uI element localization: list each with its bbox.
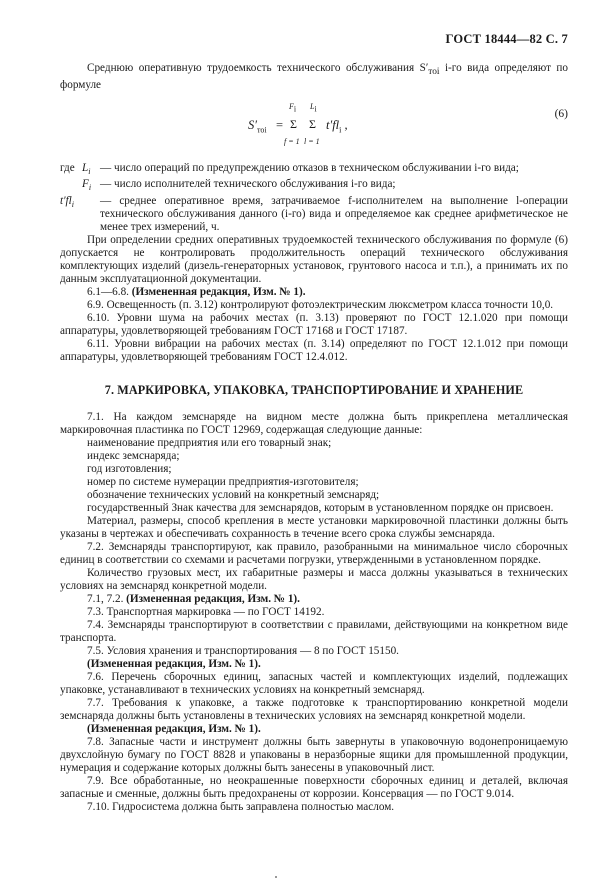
list-item: номер по системе нумерации предприятия-изготовителя; — [87, 475, 359, 488]
intro-text: Среднюю оперативную трудоемкость технического обслуживания S′ — [87, 62, 429, 74]
formula-equals: = — [276, 118, 284, 133]
formula-number: (6) — [554, 108, 568, 121]
definition-text: — число операций по предупреждению отказов в техническом обслуживании i-го вида; — [100, 162, 519, 175]
scan-dot — [275, 876, 277, 878]
sum1-lower: f = 1 — [284, 137, 300, 147]
paragraph-7-3: 7.3. Транспортная маркировка — по ГОСТ 14192. — [87, 605, 325, 618]
definition-item — [60, 162, 568, 178]
formula-rhs: $t'fl_i$ , — [326, 118, 348, 135]
paragraph-7-7: 7.7. Требования к упаковке, а также подготовке к транспортированию конкретной модели земснаряда должны быть установлены в технических условиях на земснаряд конкретной модели. — [60, 696, 568, 722]
paragraph-6-11: 6.11. Уровни вибрации на рабочих местах (п. 3.14) определяют по ГОСТ 12.1.012 при помощи аппаратуры, удовлетворяющей требованиям ГОСТ 12.4.012. — [60, 337, 568, 363]
list-item: наименование предприятия или его товарный знак; — [87, 436, 332, 449]
page-header: ГОСТ 18444—82 С. 7 — [445, 32, 568, 46]
formula-lhs: $S'_{тоi}$ — [248, 118, 267, 135]
definition-term: $L_i$ — [82, 162, 91, 177]
paragraph: При определении средних оперативных трудоемкостей технического обслуживания по формуле (6) допускается не контролировать продолжительность операций технического обслуживания комплектующих изделий (дизель-генераторных установок, грунтового насоса и т.п.), а принимать их по данным эксплуатационной документации. — [60, 233, 568, 285]
paragraph-6-10: 6.10. Уровни шума на рабочих местах (п. 3.13) проверяют по ГОСТ 12.1.020 при помощи аппаратуры, удовлетворяющей требованиям ГОСТ 17168 и ГОСТ 17187. — [60, 311, 568, 337]
paragraph-7-8: 7.8. Запасные части и инструмент должны быть завернуты в упаковочную водонепроницаемую двухслойную бумагу по ГОСТ 8828 и упакованы в неразборные ящики для промышленной продукции, нумерация и содержание которых должны быть занесены в упаковочный лист. — [60, 735, 568, 774]
list-item: год изготовления; — [87, 462, 172, 475]
sum2-upper: $L_i$ — [310, 102, 317, 114]
paragraph-7-2: 7.2. Земснаряды транспортируют, как правило, разобранными на минимальное число сборочных единиц в соответствии со схемами и расчетами погрузки, утвержденными в установленном порядке. — [60, 540, 568, 566]
page-content — [60, 62, 568, 814]
where-label: где — [60, 162, 75, 175]
sigma-symbol-1: Σ — [290, 117, 297, 132]
intro-sub: тоi — [428, 67, 440, 78]
list-item: индекс земснаряда; — [87, 449, 180, 462]
paragraph-7-4: 7.4. Земснаряды транспортируют в соответствии с правилами, действующими на конкретном виде транспорта. — [60, 618, 568, 644]
formula-6 — [60, 94, 568, 160]
definition-item — [60, 178, 568, 194]
paragraph-6-9: 6.9. Освещенность (п. 3.12) контролируют фотоэлектрическим люксметром класса точности 10,0. — [87, 298, 554, 311]
amendment-note: (Измененная редакция, Изм. № 1). — [87, 657, 261, 670]
paragraph-6-1: 6.1—6.8. (Измененная редакция, Изм. № 1). — [87, 285, 306, 298]
definition-text: — среднее оперативное время, затрачиваемое f-исполнителем на выполнение l-операции технического обслуживания данного (i-го) вида и определяемое как среднее арифметическое не менее трех измерений, ч. — [100, 194, 568, 233]
sum2-lower: l = 1 — [304, 137, 320, 147]
paragraph-7-9: 7.9. Все обработанные, но неокрашенные поверхности сборочных единиц и деталей, включая запасные и сменные, должны быть предохранены от коррозии. Консервация — по ГОСТ 9.014. — [60, 774, 568, 800]
intro-paragraph — [60, 62, 568, 92]
paragraph-7-6: 7.6. Перечень сборочных единиц, запасных частей и комплектующих изделий, подлежащих упаковке, устанавливают в технических условиях на конкретный земснаряд. — [60, 670, 568, 696]
amendment-note: (Измененная редакция, Изм. № 1). — [87, 722, 261, 735]
paragraph-7-5: 7.5. Условия хранения и транспортирования — 8 по ГОСТ 15150. — [87, 644, 399, 657]
paragraph-7-1-7-2: 7.1, 7.2. (Измененная редакция, Изм. № 1). — [87, 592, 300, 605]
section-title: 7. МАРКИРОВКА, УПАКОВКА, ТРАНСПОРТИРОВАНИЕ И ХРАНЕНИЕ — [104, 382, 524, 397]
sum1-upper: $F_i$ — [289, 102, 297, 114]
definition-term: $t'fl_i$ — [60, 194, 75, 209]
list-item: обозначение технических условий на конкретный земснаряд; — [87, 488, 380, 501]
definition-text: — число исполнителей технического обслуживания i-го вида; — [100, 178, 396, 191]
definition-term: $F_i$ — [82, 178, 92, 193]
paragraph-7-10: 7.10. Гидросистема должна быть заправлена полностью маслом. — [87, 800, 395, 813]
sigma-symbol-2: Σ — [309, 117, 316, 132]
definition-item — [60, 195, 568, 234]
intro-tail: i-го вида определяют по формуле — [60, 62, 568, 92]
list-item: государственный Знак качества для земснарядов, которым в установленном порядке он присвоен. — [87, 501, 554, 514]
paragraph-7-1: 7.1. На каждом земснаряде на видном месте должна быть прикреплена металлическая маркировочная пластинка по ГОСТ 12969, содержащая следующие данные: — [60, 410, 568, 436]
definitions-list — [60, 162, 568, 233]
paragraph-7-1b: Материал, размеры, способ крепления в месте установки маркировочной пластинки должны быть указаны в чертежах и обеспечивать сохранность в течение всего срока службы земснаряда. — [60, 514, 568, 540]
paragraph-7-2b: Количество грузовых мест, их габаритные размеры и масса должны указываться в технических условиях на земснаряд конкретной модели. — [60, 566, 568, 592]
